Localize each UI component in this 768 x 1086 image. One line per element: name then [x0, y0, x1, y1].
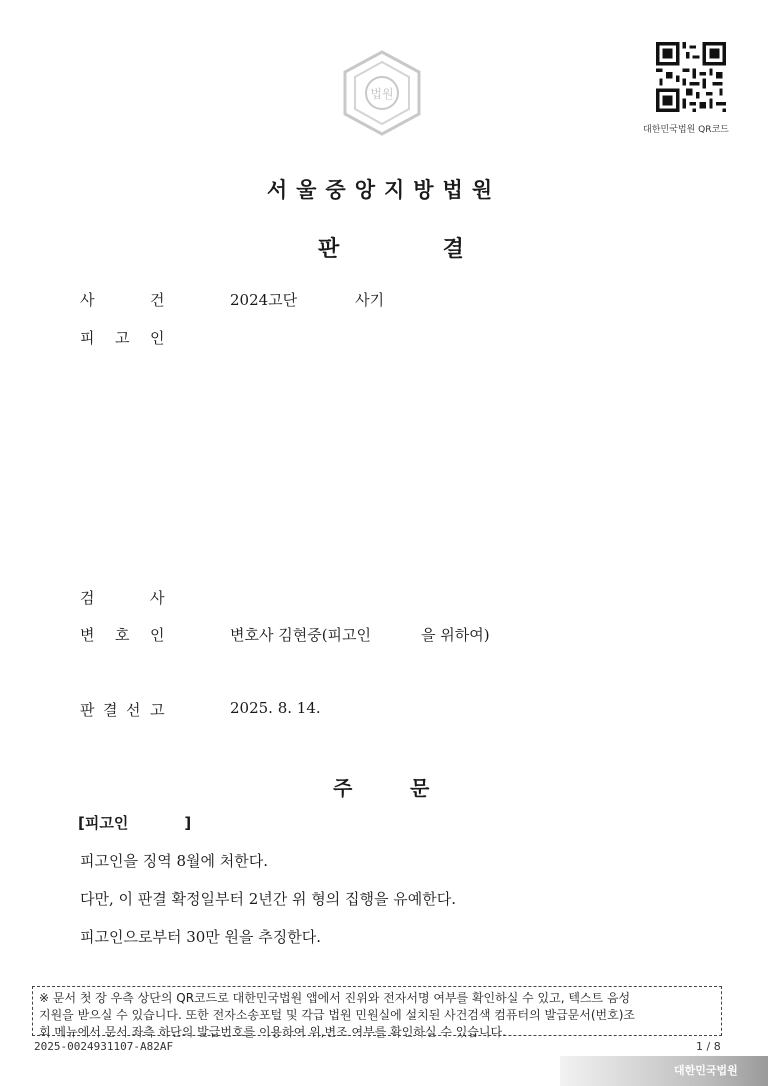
- seal-text: 법원: [370, 87, 394, 101]
- ruling-title-char-2: 문: [410, 776, 430, 800]
- judgment-page: 법원 대한민국법원 QR코드 서울중앙지방법원 판 결 사 건 2024고단 사기 피 고 인 검 사 변 호 인 변호사 김현중(피고인 을 위하여) 판 결 선 고 2025. 8. 14. 주 문 [피고인 ] 피고인을 징역 8월에 처한다. 다만, 이 판결 확정일부터 2년간 위 형의 집행을 유예한다. 피고인으로부터 30만 원을 추징한다. ※ 문서 첫 장 우측 상단의 QR코드로 대한민국법원 앱에서 진위와 전자서명 여부를 확인하실 수 있고, 텍스트 음성 지원을 받으실 수 있습니다. 또한 전자소송포털 및 각급 법원 민원실에 설치된 사건검색 컴퓨터의 발급문서(번호)조 회 메뉴에서 문서 좌측 하단의 발급번호를 이용하여 위,변조 여부를 확인하실 수 있습니다. 2025-0024931107-A82AF 1 / 8 대한민국법원: [0, 0, 768, 1086]
- footer-brand: 대한민국법원: [674, 1064, 738, 1077]
- notice-line-3: 회 메뉴에서 문서 좌측 하단의 발급번호를 이용하여 위,변조 여부를 확인하실 수 있습니다.: [39, 1025, 506, 1039]
- verification-notice: [32, 986, 722, 1039]
- document-title: [318, 232, 464, 263]
- qr-code[interactable]: [656, 42, 726, 112]
- title-char-1: 판: [318, 236, 340, 262]
- issue-number: 2025-0024931107-A82AF: [34, 1040, 174, 1053]
- notice-line-1: ※ 문서 첫 장 우측 상단의 QR코드로 대한민국법원 앱에서 진위와 전자서명 여부를 확인하실 수 있고, 텍스트 음성: [39, 991, 631, 1005]
- case-number: 2024고단: [230, 291, 298, 309]
- ruling-line-3: 피고인으로부터 30만 원을 추징한다.: [80, 928, 322, 946]
- court-name: 서울중앙지방법원: [266, 177, 502, 202]
- sentencing-date: 2025. 8. 14.: [230, 699, 321, 717]
- title-char-2: 결: [442, 236, 464, 262]
- ruling-defendant-heading: [피고인 ]: [78, 814, 192, 832]
- notice-line-2: 지원을 받으실 수 있습니다. 또한 전자소송포털 및 각급 법원 민원실에 설치된 사건검색 컴퓨터의 발급문서(번호)조: [39, 1008, 636, 1022]
- case-value: [230, 289, 384, 310]
- qr-caption: 대한민국법원 QR코드: [643, 125, 729, 135]
- counsel-prefix: 변호사 김현중(피고인: [230, 626, 372, 644]
- ruling-title-char-1: 주: [333, 776, 353, 800]
- counsel-suffix: 을 위하여): [421, 626, 490, 644]
- court-seal-watermark: [337, 48, 427, 138]
- ruling-line-2: 다만, 이 판결 확정일부터 2년간 위 형의 집행을 유예한다.: [80, 890, 457, 908]
- case-name: 사기: [355, 291, 385, 309]
- ruling-line-1: 피고인을 징역 8월에 처한다.: [80, 852, 269, 870]
- counsel-value: [230, 624, 490, 645]
- page-indicator: 1 / 8: [696, 1040, 721, 1053]
